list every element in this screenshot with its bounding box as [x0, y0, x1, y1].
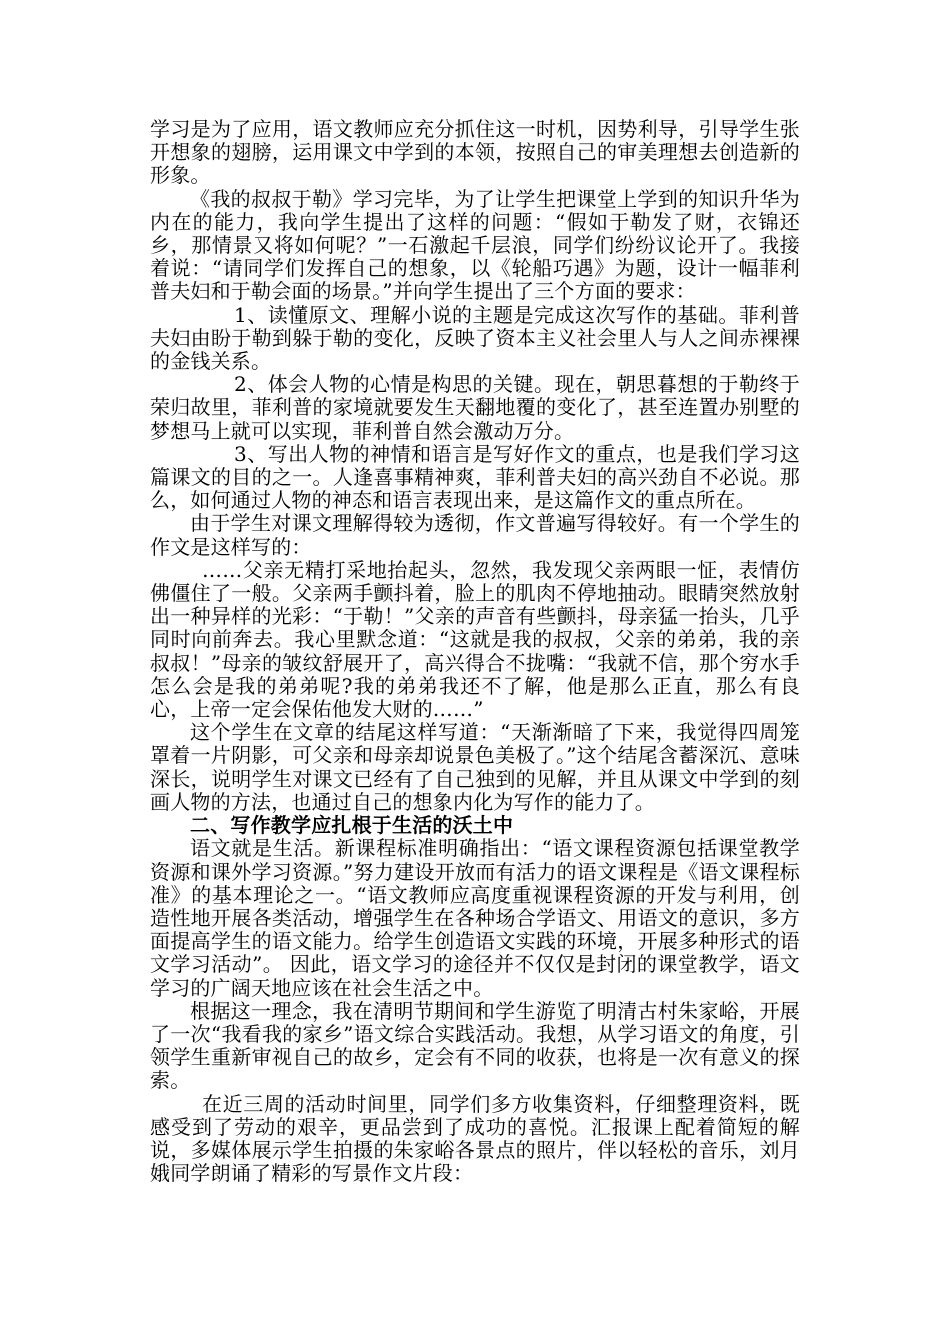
paragraph-activity: 根据这一理念，我在清明节期间和学生游览了明清古村朱家峪，开展了一次“我看我的家乡”语文综合实践活动。我想，从学习语文的角度，引领学生重新审视自己的故乡，定会有不同的收获，也将是一次有意义的探索。	[150, 998, 800, 1093]
requirement-3: 3、写出人物的神情和语言是写好作文的重点，也是我们学习这篇课文的目的之一。人逢喜事精神爽，菲利普夫妇的高兴劲自不必说。那么，如何通过人物的神态和语言表现出来，是这篇作文的重点所在。	[150, 441, 800, 513]
document-page	[150, 118, 800, 1185]
requirement-1: 1、读懂原文、理解小说的主题是完成这次写作的基础。菲利普夫妇由盼于勒到躲于勒的变化，反映了资本主义社会里人与人之间赤裸裸的金钱关系。	[150, 302, 800, 374]
section-heading: 二、写作教学应扎根于生活的沃土中	[190, 813, 514, 838]
paragraph-intro-essay: 由于学生对课文理解得较为透彻，作文普遍写得较好。有一个学生的作文是这样写的：	[150, 511, 800, 559]
paragraph-curriculum: 语文就是生活。新课程标准明确指出：“语文课程资源包括课堂教学资源和课外学习资源。”努力建设开放而有活力的语文课程是《语文课程标准》的基本理论之一。“语文教师应高度重视课程资源的开发与利用，创造性地开展各类活动，增强学生在各种场合学语文、用语文的意识，多方面提高学生的语文能力。给学生创造语文实践的环境，开展多种形式的语文学习活动”。 因此，语文学习的途径并不仅仅是封闭的课堂教学，语文学习的广阔天地应该在社会生活之中。	[150, 836, 800, 1000]
requirement-2: 2、体会人物的心情是构思的关键。现在，朝思暮想的于勒终于荣归故里，菲利普的家境就要发生天翻地覆的变化了，甚至连置办别墅的梦想马上就可以实现，菲利普自然会激动万分。	[150, 372, 800, 443]
paragraph-report: 在近三周的活动时间里，同学们多方收集资料，仔细整理资料，既感受到了劳动的艰辛，更品尝到了成功的喜悦。汇报课上配着简短的解说，多媒体展示学生拍摄的朱家峪各景点的照片，伴以轻松的音乐，刘月娥同学朗诵了精彩的写景作文片段：	[150, 1091, 800, 1186]
student-essay-excerpt: ……父亲无精打采地抬起头，忽然，我发现父亲两眼一怔，表情仿佛僵住了一般。父亲两手颤抖着，脸上的肌肉不停地抽动。眼睛突然放射出一种异样的光彩：“于勒！”父亲的声音有些颤抖，母亲猛一抬头，几乎同时向前奔去。我心里默念道：“这就是我的叔叔，父亲的弟弟，我的亲叔叔！”母亲的皱纹舒展开了，高兴得合不拢嘴：“我就不信，那个穷水手怎么会是我的弟弟呢?我的弟弟我还不了解，他是那么正直，那么有良心，上帝一定会保佑他发大财的……”	[150, 557, 800, 722]
paragraph-2: 《我的叔叔于勒》学习完毕，为了让学生把课堂上学到的知识升华为内在的能力，我向学生提出了这样的问题：“假如于勒发了财，衣锦还乡，那情景又将如何呢？”一石激起千层浪，同学们纷纷议论开了。我接着说：“请同学们发挥自己的想象，以《轮船巧遇》为题，设计一幅菲利普夫妇和于勒会面的场景。”并向学生提出了三个方面的要求：	[150, 186, 800, 304]
paragraph-1: 学习是为了应用，语文教师应充分抓住这一时机，因势利导，引导学生张开想象的翅膀，运用课文中学到的本领，按照自己的审美理想去创造新的形象。	[150, 117, 800, 188]
paragraph-essay-ending: 这个学生在文章的结尾这样写道：“天渐渐暗了下来，我觉得四周笼罩着一片阴影，可父亲和母亲却说景色美极了。”这个结尾含蓄深沉、意味深长，说明学生对课文已经有了自己独到的见解，并且从课文中学到的刻画人物的方法，也通过自己的想象内化为写作的能力了。	[150, 720, 800, 814]
